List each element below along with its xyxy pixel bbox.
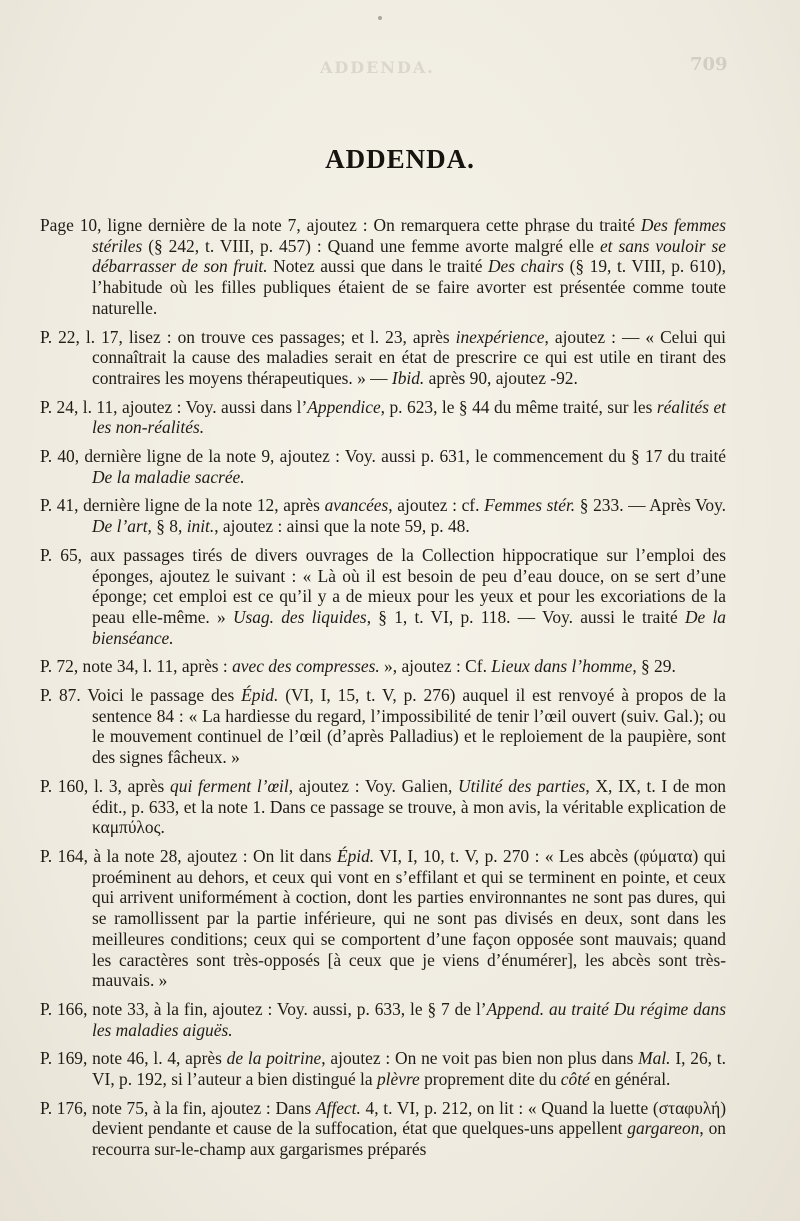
addendum-entry: Page 10, ligne dernière de la note 7, ajoutez : On remarquera cette phrase du traité Des femmes stériles (§ 242, t. VIII, p. 457) : Quand une femme avorte malgré elle et sans vouloir se débarrasser de son fruit. Notez aussi que dans le traité Des chairs (§ 19, t. VIII, p. 610), l’habitude où les filles publiques étaient de se faire avorter est présentée comme toute naturelle. [40, 215, 727, 318]
addendum-entry: P. 41, dernière ligne de la note 12, après avancées, ajoutez : cf. Femmes stér. § 233. — Après Voy. De l’art, § 8, init., ajoutez : ainsi que la note 59, p. 48. [40, 495, 726, 537]
ink-speck [378, 16, 382, 20]
bleed-through-header: ADDENDA. [320, 58, 435, 77]
addendum-entry: P. 169, note 46, l. 4, après de la poitrine, ajoutez : On ne voit pas bien non plus dans Mal. I, 26, t. VI, p. 192, si l’auteur a bien distingué la plèvre proprement dite du côté en général. [40, 1048, 726, 1090]
addendum-entry: P. 72, note 34, l. 11, après : avec des compresses. », ajoutez : Cf. Lieux dans l’homme, § 29. [40, 656, 676, 677]
addendum-entry: P. 65, aux passages tirés de divers ouvrages de la Collection hippocratique sur l’emploi des éponges, ajoutez le suivant : « Là où il est besoin de peu d’eau douce, on se sert d’une éponge; cet emploi est ce qu’il y a de mieux pour les yeux et pour les excoriations de la peau elle-même. » Usag. des liquides, § 1, t. VI, p. 118. — Voy. aussi le traité De la bienséance. [40, 544, 726, 648]
bleed-through-page-number: 709 [690, 54, 728, 75]
addendum-entry: P. 40, dernière ligne de la note 9, ajoutez : Voy. aussi p. 631, le commencement du § 17 du traité De la maladie sacrée. [40, 446, 726, 487]
addenda-body [40, 215, 726, 1168]
addendum-entry: P. 24, l. 11, ajoutez : Voy. aussi dans l’Appendice, p. 623, le § 44 du même traité, sur les réalités et les non-réalités. [40, 396, 727, 438]
addendum-entry: P. 176, note 75, à la fin, ajoutez : Dans Affect. 4, t. VI, p. 212, on lit : « Quand la luette (σταφυλή) devient pendante et cause de la suffocation, état que quelques-uns appellent gargareon, on recourra sur-le-champ aux gargarismes préparés [40, 1097, 726, 1160]
page-title: ADDENDA. [325, 144, 475, 174]
addendum-entry: P. 160, l. 3, après qui ferment l’œil, ajoutez : Voy. Galien, Utilité des parties, X, IX, t. I de mon édit., p. 633, et la note 1. Dans ce passage se trouve, à mon avis, la véritable explication de καμπύλος. [40, 775, 726, 838]
addendum-entry: P. 166, note 33, à la fin, ajoutez : Voy. aussi, p. 633, le § 7 de l’Append. au traité Du régime dans les maladies aiguës. [40, 998, 726, 1040]
addendum-entry: P. 87. Voici le passage des Épid. (VI, I, 15, t. V, p. 276) auquel il est renvoyé à propos de la sentence 84 : « La hardiesse du regard, l’impossibilité de tenir l’œil ouvert (suiv. Gal.); ou le mouvement continuel de l’œil (d’après Palladius) et le reploiement de la paupière, sont des signes fâcheux. » [40, 685, 726, 768]
addendum-entry: P. 22, l. 17, lisez : on trouve ces passages; et l. 23, après inexpérience, ajoutez : — « Celui qui connaîtrait la cause des maladies serait en état de prescrire ce qui est utile en tirant des contraires les moyens thérapeutiques. » — Ibid. après 90, ajoutez -92. [40, 326, 726, 388]
addendum-entry: P. 164, à la note 28, ajoutez : On lit dans Épid. VI, I, 10, t. V, p. 270 : « Les abcès (φύματα) qui proéminent au dehors, et ceux qui vont en s’effilant et qui se terminent en pointe, et ceux qui arrivent uniformément à coction, dont les parties environnantes ne sont pas dures, qui se ramollissent par la partie inférieure, qui ne sont pas divisés en deux, sont dans les meilleures conditions; ceux qui se comportent d’une façon opposée sont mauvais; quand les caractères sont très-opposés [à ceux que je viens d’énumérer], les abcès sont très-mauvais. » [40, 845, 726, 991]
